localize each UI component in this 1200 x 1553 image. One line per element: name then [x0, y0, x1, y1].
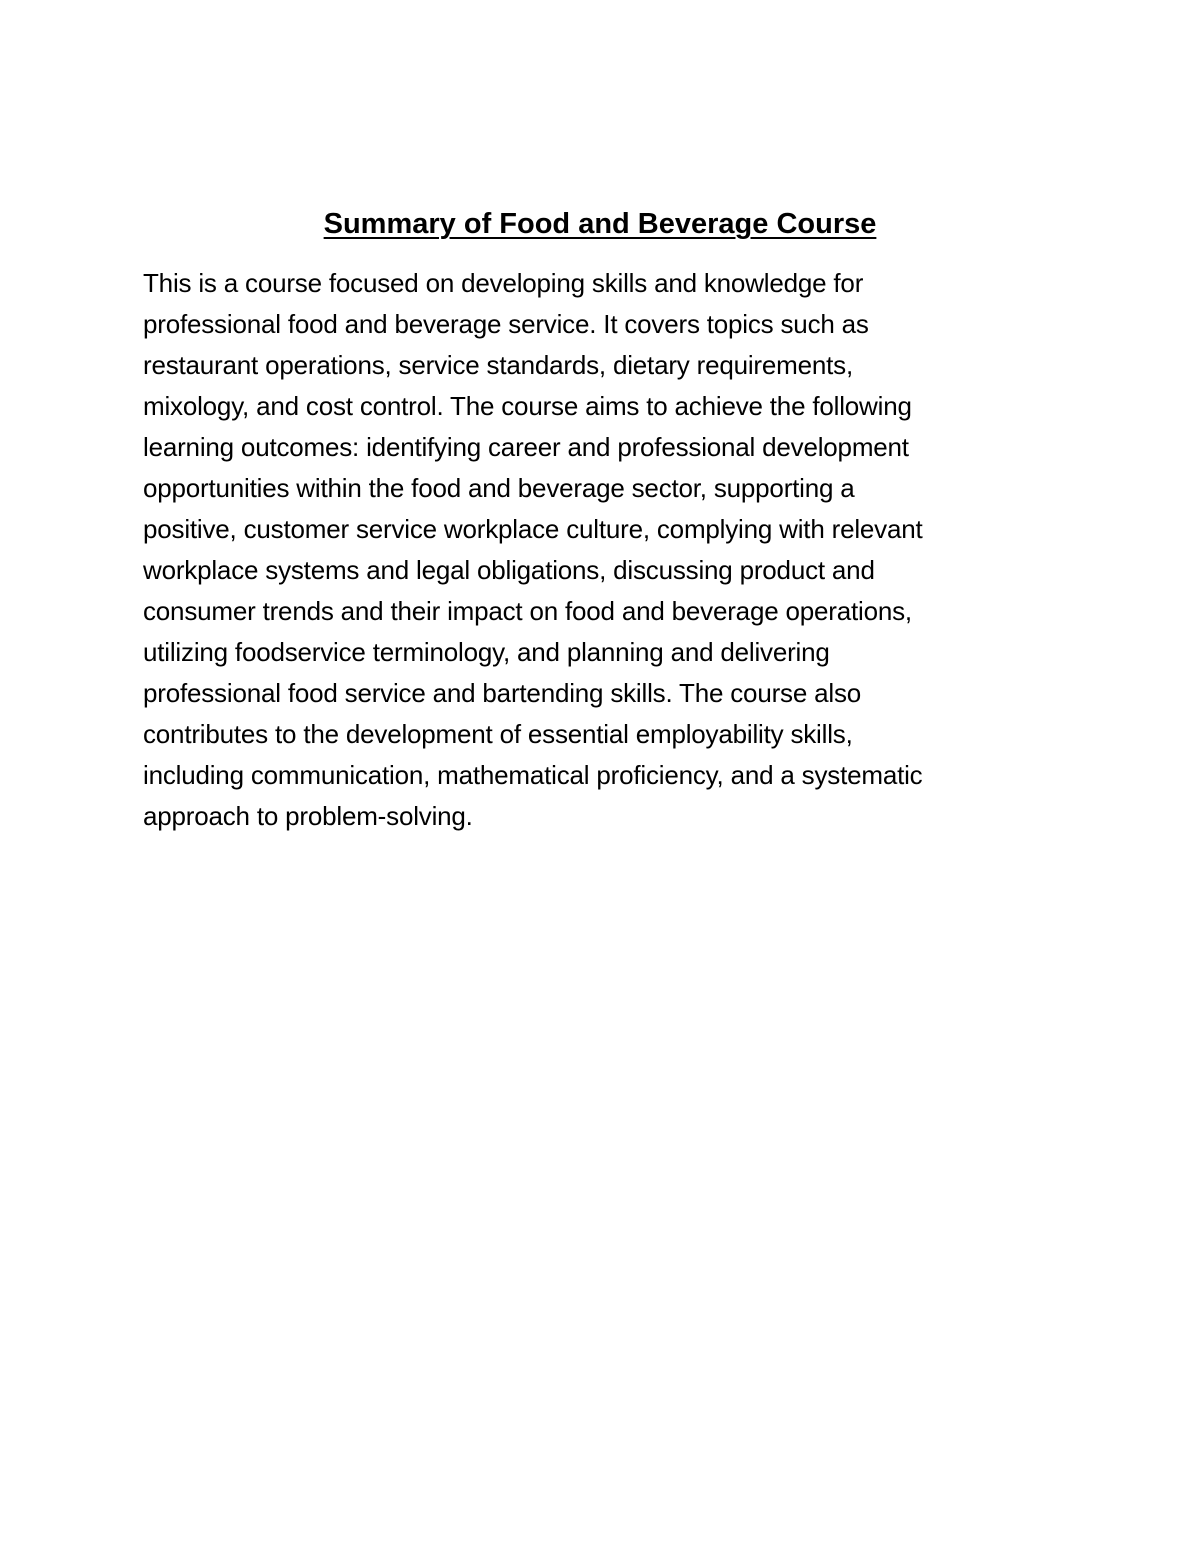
body-line: utilizing foodservice terminology, and planning and delivering	[143, 637, 830, 667]
body-line: workplace systems and legal obligations, discussing product and	[143, 555, 875, 585]
body-line: opportunities within the food and beverage sector, supporting a	[143, 473, 855, 503]
body-line: approach to problem-solving.	[143, 801, 473, 831]
body-line: professional food and beverage service. It covers topics such as	[143, 309, 869, 339]
body-line: mixology, and cost control. The course aims to achieve the following	[143, 391, 912, 421]
document-body	[143, 263, 1043, 837]
body-line: contributes to the development of essential employability skills,	[143, 719, 853, 749]
body-line: restaurant operations, service standards, dietary requirements,	[143, 350, 853, 380]
body-line: including communication, mathematical proficiency, and a systematic	[143, 760, 923, 790]
body-line: professional food service and bartending skills. The course also	[143, 678, 862, 708]
document-title: Summary of Food and Beverage Course	[323, 208, 877, 240]
body-line: This is a course focused on developing skills and knowledge for	[143, 268, 864, 298]
body-line: learning outcomes: identifying career and professional development	[143, 432, 909, 462]
body-line: consumer trends and their impact on food and beverage operations,	[143, 596, 912, 626]
body-line: positive, customer service workplace culture, complying with relevant	[143, 514, 923, 544]
